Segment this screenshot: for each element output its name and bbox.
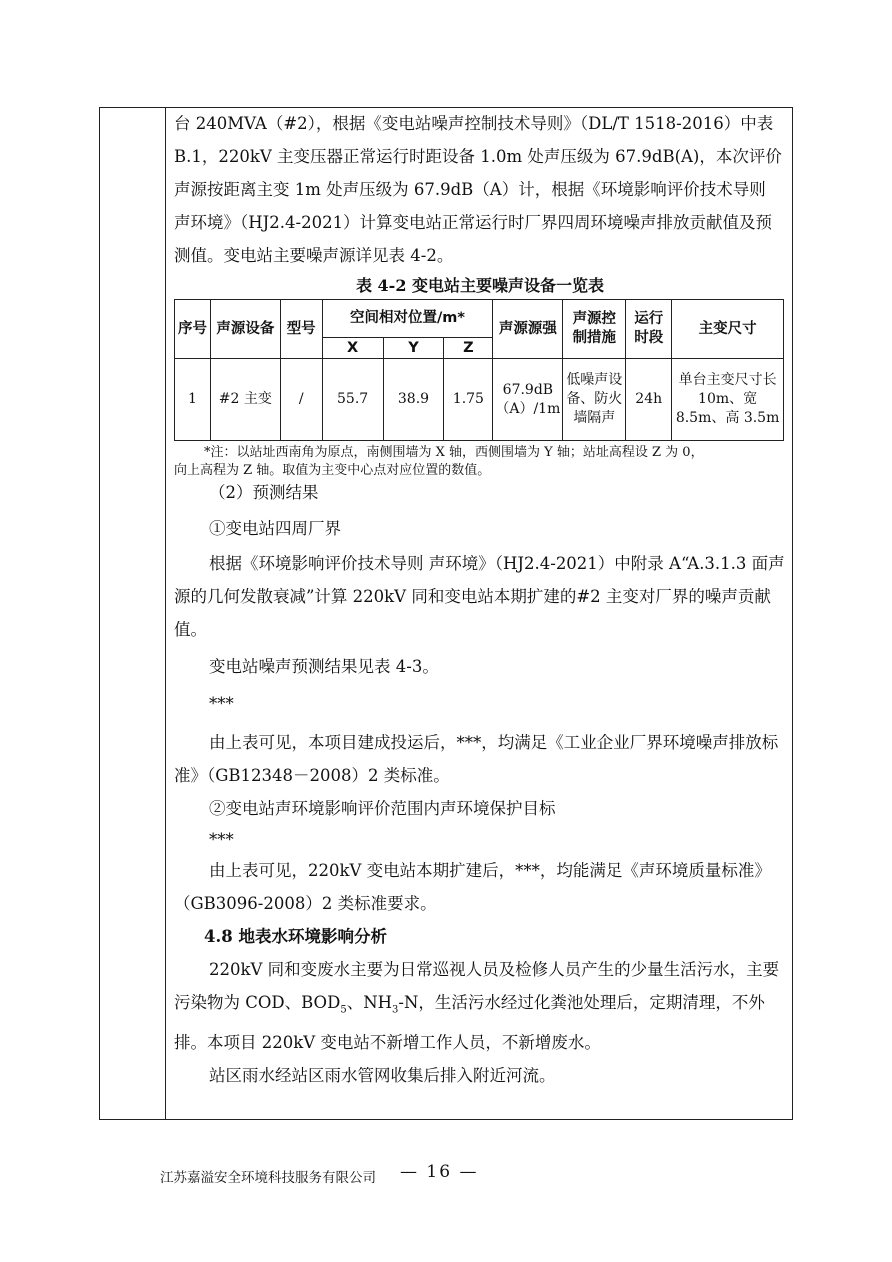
- left-column-divider: [165, 108, 166, 1119]
- table-note-line1: *注：以站址西南角为原点，南侧围墙为 X 轴，西侧围墙为 Y 轴；站址高程设 Z 为 0，: [204, 445, 704, 460]
- th-z: Z: [444, 338, 493, 359]
- paragraph-protection-conclusion: 由上表可见，220kV 变电站本期扩建后，***，均能满足《声环境质量标准》（GB3096-2008）2 类标准要求。: [174, 861, 771, 913]
- cell-model: /: [280, 359, 322, 441]
- paragraph-wastewater: 220kV 同和变废水主要为日常巡视人员及检修人员产生的少量生活污水，主要污染物为 COD、$BOD_5$、$NH_3-N$，生活污水经过化粪池处理后，定期清理，不外排。本项目 220kV 变电站不新增工作人员，不新增废水。: [174, 960, 780, 1053]
- th-period: 运行时段: [626, 300, 672, 359]
- paragraph-boundary-conclusion: 由上表可见，本项目建成投运后，***，均满足《工业企业厂界环境噪声排放标准》（GB12348－2008）2 类标准。: [174, 733, 779, 785]
- cell-no: 1: [175, 359, 211, 441]
- th-source: 声源设备: [210, 300, 280, 359]
- table-caption: 表 4-2 变电站主要噪声设备一览表: [355, 276, 605, 295]
- paragraph-method: 根据《环境影响评价技术导则 声环境》（HJ2.4-2021）中附录 A“A.3.1.3 面声源的几何发散衰减”计算 220kV 同和变电站本期扩建的#2 主变对厂界的噪声贡献值。: [174, 554, 785, 639]
- company-name: 江苏嘉溢安全环境科技服务有限公司: [160, 1170, 376, 1186]
- th-no: 序号: [175, 300, 211, 359]
- section-heading: 4.8 地表水环境影响分析: [204, 927, 387, 946]
- page-content: [174, 107, 786, 1092]
- predict-heading: （2）预测结果: [209, 483, 319, 502]
- th-strength: 声源源强: [493, 300, 563, 359]
- th-model: 型号: [280, 300, 322, 359]
- redacted-text: ***: [209, 694, 234, 713]
- cell-x: 55.7: [322, 359, 383, 441]
- paragraph-results-ref: 变电站噪声预测结果见表 4-3。: [209, 657, 439, 676]
- table-note-line2: 向上高程为 Z 轴。取值为主变中心点对应位置的数值。: [174, 463, 491, 478]
- th-control: 声源控制措施: [563, 300, 626, 359]
- noise-source-table: [174, 299, 784, 441]
- redacted-text-2: ***: [209, 830, 234, 849]
- th-size: 主变尺寸: [672, 300, 784, 359]
- th-y: Y: [383, 338, 444, 359]
- cell-control: 低噪声设备、防火墙隔声: [563, 359, 626, 441]
- page-number: — 16 —: [400, 1162, 479, 1182]
- subheading-protection: ②变电站声环境影响评价范围内声环境保护目标: [209, 799, 556, 818]
- subheading-boundary: ①变电站四周厂界: [209, 519, 341, 538]
- th-x: X: [322, 338, 383, 359]
- th-position: 空间相对位置/m*: [322, 300, 493, 338]
- intro-paragraph: 台 240MVA（#2），根据《变电站噪声控制技术导则》（DL/T 1518-2016）中表 B.1，220kV 主变压器正常运行时距设备 1.0m 处声压级为 67.9dB(A)，本次评价声源按距离主变 1m 处声压级为 67.9dB（A）计，根据《环境影响评价技术导则 声环境》（HJ2.4-2021）计算变电站正常运行时厂界四周环境噪声排放贡献值及预测值。变电站主要噪声源详见表 4-2。: [174, 114, 782, 265]
- cell-source: #2 主变: [210, 359, 280, 441]
- cell-y: 38.9: [383, 359, 444, 441]
- cell-z: 1.75: [444, 359, 493, 441]
- table-row: [175, 359, 784, 441]
- cell-size: 单台主变尺寸长 10m、宽 8.5m、高 3.5m: [672, 359, 784, 441]
- cell-period: 24h: [626, 359, 672, 441]
- paragraph-rainwater: 站区雨水经站区雨水管网收集后排入附近河流。: [209, 1066, 556, 1086]
- cell-strength: 67.9dB（A）/1m: [493, 359, 563, 441]
